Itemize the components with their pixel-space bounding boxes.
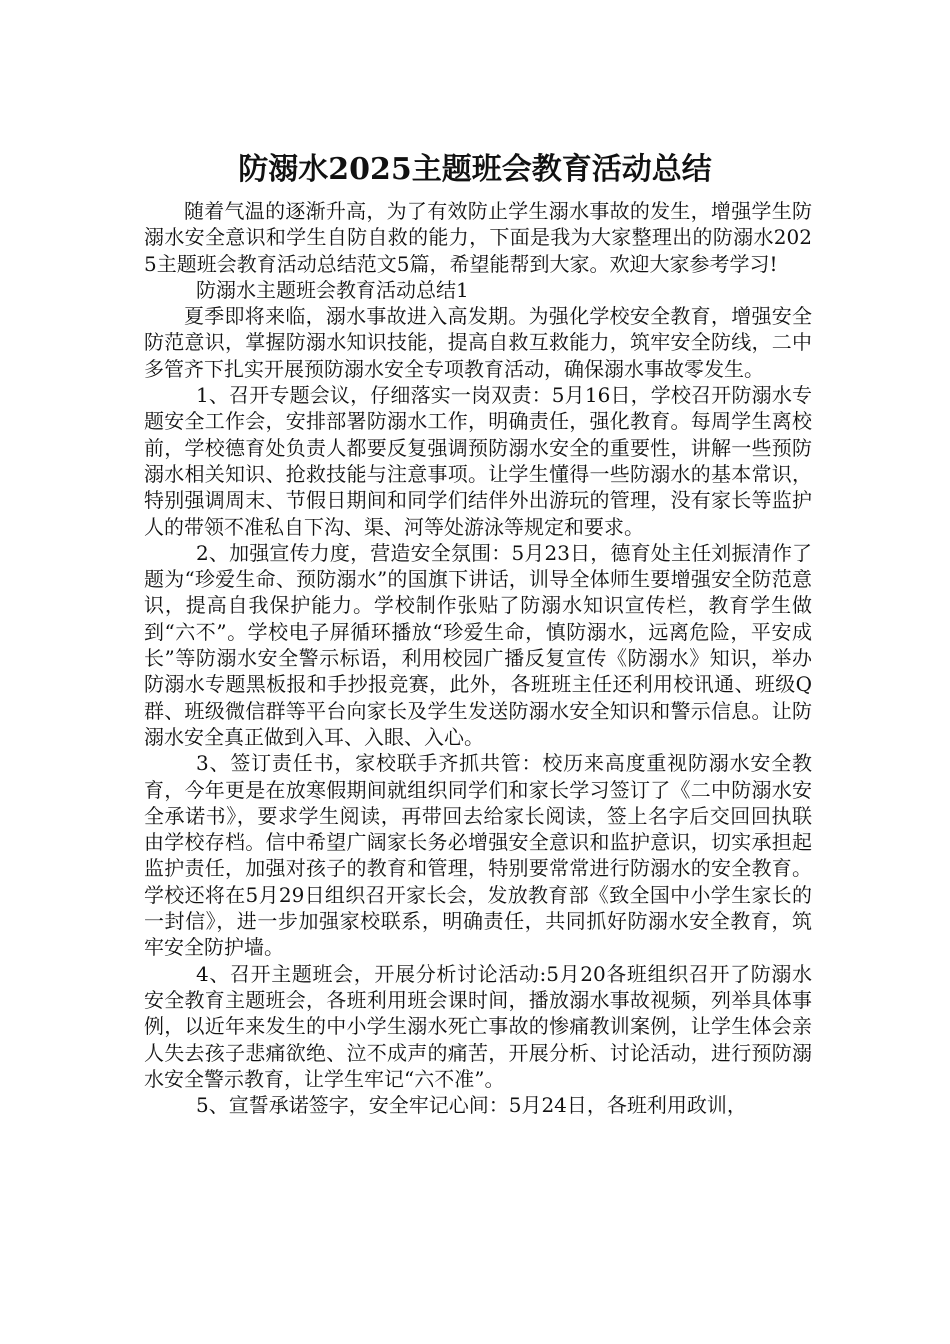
document-body [144,198,812,1118]
document-title: 防溺水2025主题班会教育活动总结 [238,152,712,188]
item-paragraph-2: 2、加强宣传力度，营造安全氛围：5月23日，德育处主任刘振清作了题为“珍爱生命、预防溺水”的国旗下讲话，训导全体师生要增强安全防范意识，提高自我保护能力。学校制作张贴了防溺水知识宣传栏，教育学生做到“六不”。学校电子屏循环播放“珍爱生命，慎防溺水，远离危险，平安成长”等防溺水安全警示标语，利用校园广播反复宣传《防溺水》知识，举办防溺水专题黑板报和手抄报竞赛，此外，各班班主任还利用校讯通、班级Q群、班级微信群等平台向家长及学生发送防溺水安全知识和警示信息。让防溺水安全真正做到入耳、入眼、入心。 [144,540,812,749]
item-paragraph-4: 4、召开主题班会，开展分析讨论活动:5月20各班组织召开了防溺水安全教育主题班会，各班利用班会课时间，播放溺水事故视频，列举具体事例，以近年来发生的中小学生溺水死亡事故的惨痛教训案例，让学生体会亲人失去孩子悲痛欲绝、泣不成声的痛苦，开展分析、讨论活动，进行预防溺水安全警示教育，让学生牢记“六不准”。 [144,961,812,1091]
item-paragraph-3: 3、签订责任书，家校联手齐抓共管：校历来高度重视防溺水安全教育，今年更是在放寒假期间就组织同学们和家长学习签订了《二中防溺水安全承诺书》，要求学生阅读，再带回去给家长阅读，签上名字后交回回执联由学校存档。信中希望广阔家长务必增强安全意识和监护意识，切实承担起监护责任，加强对孩子的教育和管理，特别要常常进行防溺水的安全教育。学校还将在5月29日组织召开家长会，发放教育部《致全国中小学生家长的一封信》，进一步加强家校联系，明确责任，共同抓好防溺水安全教育，筑牢安全防护墙。 [144,751,812,960]
section-heading: 防溺水主题班会教育活动总结1 [196,277,469,302]
intro-paragraph: 随着气温的逐渐升高，为了有效防止学生溺水事故的发生，增强学生防溺水安全意识和学生自防自救的能力，下面是我为大家整理出的防溺水2025主题班会教育活动总结范文5篇，希望能帮到大家。欢迎大家参考学习! [144,199,812,276]
item-paragraph-1: 1、召开专题会议，仔细落实一岗双责：5月16日，学校召开防溺水专题安全工作会，安排部署防溺水工作，明确责任，强化教育。每周学生离校前，学校德育处负责人都要反复强调预防溺水安全的重要性，讲解一些预防溺水相关知识、抢救技能与注意事项。让学生懂得一些防溺水的基本常识，特别强调周末、节假日期间和同学们结伴外出游玩的管理，没有家长等监护人的带领不准私自下沟、渠、河等处游泳等规定和要求。 [144,383,812,539]
item-paragraph-5: 5、宣誓承诺签字，安全牢记心间：5月24日，各班利用政训， [196,1093,747,1118]
section-intro-paragraph: 夏季即将来临，溺水事故进入高发期。为强化学校安全教育，增强安全防范意识，掌握防溺水知识技能，提高自救互救能力，筑牢安全防线，二中多管齐下扎实开展预防溺水安全专项教育活动，确保溺水事故零发生。 [144,304,812,381]
